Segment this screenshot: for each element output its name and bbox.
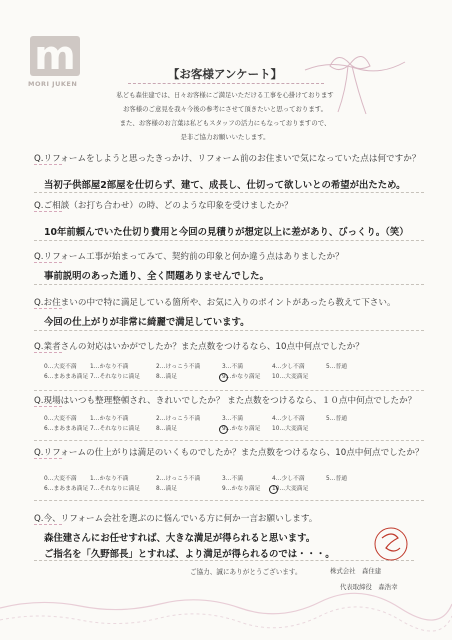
question-underline [34,524,62,525]
rating-option-1: 1…かなり不満 [90,476,129,482]
question-underline [34,458,62,459]
rating-option-9: 9…かなり満足 [222,486,261,492]
rating-option-9: 9…かなり満足 [222,426,261,432]
answer-2: 10年前頼んでいた仕切り費用と今回の見積りが想定以上に差があり、びっくり。（笑） [44,227,409,238]
rating-option-7: 7…それなりに満足 [90,374,141,380]
rating-option-7: 7…それなりに満足 [90,426,141,432]
rating-option-10: 10…大変満足 [272,486,309,492]
final-answer-line-2: ご指名を「久野部長」とすれば、より満足が得られるのでは・・・。 [44,549,335,560]
rating-option-1: 1…かなり不満 [90,416,129,422]
rating-option-5: 5…普通 [326,364,348,370]
closing-message: ご協力、誠にありがとうございます。 [190,568,302,576]
question-underline [34,308,62,309]
question-3: Q.リフォーム工事が始まってみて、契約前の印象と何か違う点はありましたか？ [34,252,344,262]
wave-decoration [0,590,452,640]
rating-option-5: 5…普通 [326,476,348,482]
answer-4: 今回の仕上がりが非常に綺麗で満足しています。 [44,317,250,328]
title-divider [128,83,324,84]
question-underline [34,262,62,263]
rating-option-8: 8…満足 [156,374,178,380]
company-name: 株式会社 森住建 [330,567,382,575]
final-answer-line-1: 森住建さんにお任せすれば、大きな満足が得られると思います。 [44,533,316,544]
intro-line: 私ども森住建では、日々お客様にご満足いただける工事を心掛けております [116,91,334,99]
rating-question-1: Q.業者さんの対応はいかがでしたか？また点数をつけるなら、10点中何点でしたか？ [34,342,364,352]
intro-line: 是非ご協力お願いいたします。 [180,133,270,141]
rating-option-5: 5…普通 [326,416,348,422]
rating-question-3: Q.リフォームの仕上がりは満足のいくものでしたか？また点数をつけるなら、10点中何点でしたか？ [34,448,424,458]
question-underline [34,211,62,212]
selected-rating-circle [219,373,228,382]
rating-option-2: 2…けっこう不満 [156,476,201,482]
question-1: Q.リフォームをしようと思ったきっかけ、リフォーム前のお住まいで気になっていた点は何ですか？ [34,154,421,164]
rating-option-9: 9…かなり満足 [222,374,261,380]
rating-option-0: 0…大変不満 [44,364,77,370]
rating-option-10: 10…大変満足 [272,374,309,380]
answer-3: 事前説明のあった通り、全く問題ありませんでした。 [44,271,269,282]
rating-option-1: 1…かなり不満 [90,364,129,370]
rating-option-0: 0…大変不満 [44,416,77,422]
answer-divider [34,284,424,285]
rating-option-2: 2…けっこう不満 [156,364,201,370]
answer-1: 当初子供部屋2部屋を仕切らず、建て、成長し、仕切って欲しいとの希望が出たため。 [44,180,406,191]
answer-divider [34,240,424,241]
question-2: Q.ご相談（お打ち合わせ）の時、どのような印象を受けましたか？ [34,201,293,211]
rating-option-8: 8…満足 [156,486,178,492]
rating-option-7: 7…それなりに満足 [90,486,141,492]
answer-divider [34,500,424,501]
rating-option-6: 6…まあまあ満足 [44,374,89,380]
rating-option-6: 6…まあまあ満足 [44,486,89,492]
company-logo [28,33,80,92]
representative-name: 代表取締役 森浩幸 [340,583,398,591]
logo-mark: m [34,33,76,79]
selected-rating-circle [269,485,278,494]
answer-divider [34,440,424,441]
handwritten-signature [372,524,410,564]
rating-option-3: 3…不満 [222,416,244,422]
intro-line: お客様のご意見を我々今後の参考にさせて頂きたいと思っております。 [123,105,327,113]
logo-text: MORI JUKEN [28,80,78,88]
final-question: Q.今、リフォーム会社を選ぶのに悩んでいる方に何か一言お願いします。 [34,514,318,524]
answer-divider [34,192,424,193]
selected-rating-circle [219,425,228,434]
rating-option-3: 3…不満 [222,476,244,482]
rating-option-10: 10…大変満足 [272,426,309,432]
rating-question-2: Q.現場はいつも整理整頓され、きれいでしたか？ また点数をつけるなら、１０点中何点でしたか？ [34,396,417,406]
rating-option-0: 0…大変不満 [44,476,77,482]
rating-option-4: 4…少し不満 [272,364,305,370]
rating-option-6: 6…まあまあ満足 [44,426,89,432]
survey-title: 【お客様アンケート】 [167,67,283,81]
intro-line: また、お客様のお言葉は私どもスタッフの活力にもなっておりますので、 [119,119,331,127]
answer-divider [34,560,414,561]
rating-scale-2 [44,414,424,438]
question-underline [34,164,62,165]
rating-option-8: 8…満足 [156,426,178,432]
question-underline [34,352,62,353]
question-underline [34,406,62,407]
answer-divider [34,330,424,331]
rating-option-4: 4…少し不満 [272,476,305,482]
rating-scale-1 [44,362,424,386]
rating-option-4: 4…少し不満 [272,416,305,422]
question-4: Q.お住まいの中で特に満足している箇所や、お気に入りのポイントがあったら教えて下さい。 [34,298,396,308]
rating-option-2: 2…けっこう不満 [156,416,201,422]
rating-scale-3 [44,474,424,498]
intro-text [60,88,390,144]
answer-divider [34,390,424,391]
rating-option-3: 3…不満 [222,364,244,370]
